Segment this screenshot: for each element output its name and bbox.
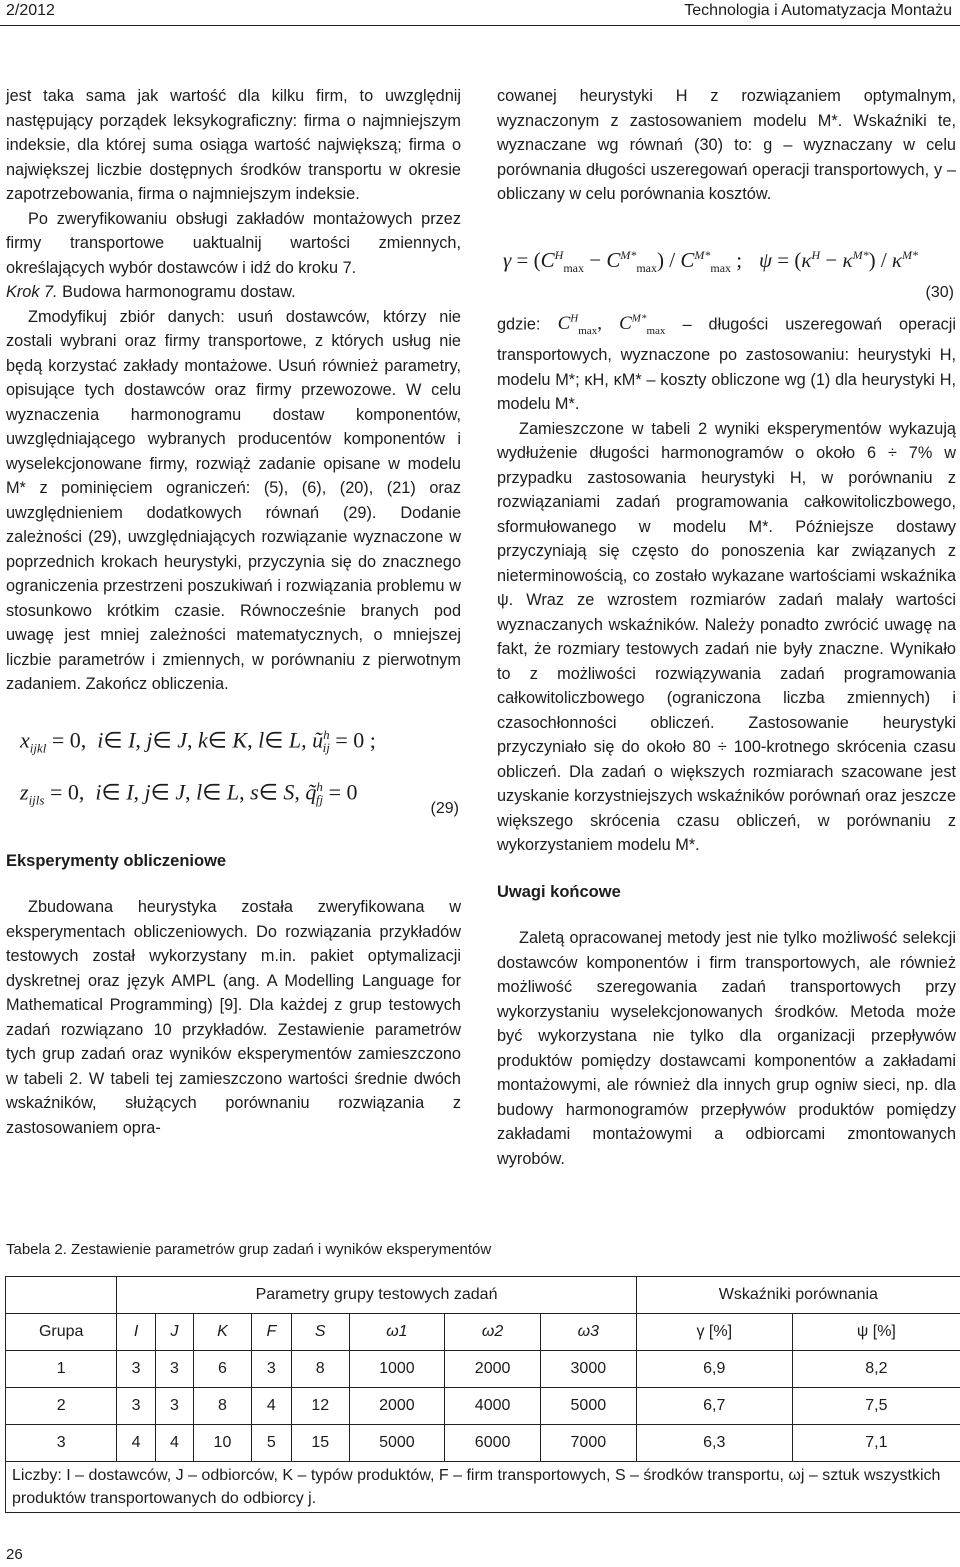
paragraph: Po zweryfikowaniu obsługi zakładów montażowych przez firmy transportowe uaktualnij wartości zmiennych, określających wybór dostawców i idź do kroku 7.	[6, 209, 461, 277]
table-cell: 4000	[445, 1388, 541, 1425]
table-cell: 3	[117, 1388, 155, 1425]
section-heading: Uwagi końcowe	[497, 882, 621, 901]
paragraph: Zaletą opracowanej metody jest nie tylko możliwość selekcji dostawców komponentów i firm transportowych, ale również możliwość szeregowania zadań transportowych przy wykorzystaniu wyselekcjonowanych środków. Metoda może być wykorzystana nie tylko dla organizacji przepływów produktów pomiędzy dostawcami komponentów a zakładami montażowymi, ale również dla innych grup ogniw sieci, np. dla budowy harmonogramów przepływów produktów pomiędzy zakładami montażowymi a odbiorcami zmontowanych wyrobów.	[497, 929, 956, 1168]
c-symbols: $C^H_{max}$, $C^{M*}_{max}$	[557, 312, 666, 337]
equation-line-2: $z_{ijls} = 0$, i∈ I, j∈ J, l∈ L, s∈ S, q̃$^h_{fj}$ = 0	[20, 778, 358, 808]
table-cell: 7000	[540, 1425, 636, 1462]
table-cell: 5000	[540, 1388, 636, 1425]
equation-number: (30)	[925, 283, 954, 301]
table-cell: 3	[155, 1388, 193, 1425]
col-header: ω3	[540, 1314, 636, 1351]
table-cell: 5000	[349, 1425, 445, 1462]
table-row	[6, 1388, 960, 1425]
gamma-formula: $\gamma = (C^H_{max} - C^{M*}_{max}) / C^{M*}_{max}$ ;	[503, 247, 743, 275]
table-cell: 5	[251, 1425, 291, 1462]
table-row	[6, 1351, 960, 1388]
paragraph: Zmodyfikuj zbiór danych: usuń dostawców, którzy nie zostali wybrani oraz firmy transportowe, z których usług nie będą korzystać zakłady montażowe. Usuń również parametry, opisujące tych dostawców oraz firmy przewozowe. W celu wyznaczenia harmonogramu dostaw komponentów, uwzględniającego wybranych producentów komponentów i wyselekcjonowane firmy, rozwiąż zadanie opisane w modelu M* z pominięciem ograniczeń: (5), (6), (20), (21) oraz uwzględnieniem dodatkowych równań (29). Dodanie zależności (29), uwzględniających rozwiązanie wyznaczone w poprzednich krokach heurystyki, przyczynia się do znacznego ograniczenia przestrzeni poszukiwań i rozwiązania problemu w stosunkowo krótkim czasie. Równocześnie branych pod uwagę jest mniej zależności matematycznych, o mniejszej liczbie parametrów i zmiennych, w porównaniu z pierwotnym zadaniem. Zakończ obliczenia.	[6, 307, 461, 693]
table-cell: 7,1	[792, 1425, 960, 1462]
page-header	[0, 0, 960, 26]
journal-title: Technologia i Automatyzacja Montażu	[684, 2, 952, 19]
table-cell: 7,5	[792, 1388, 960, 1425]
col-header: K	[194, 1314, 252, 1351]
section-heading: Eksperymenty obliczeniowe	[6, 851, 227, 870]
table-cell: 3	[251, 1351, 291, 1388]
table-cell	[6, 1277, 117, 1314]
table-cell: 4	[117, 1425, 155, 1462]
paragraph	[497, 307, 956, 417]
table-cell: 6,9	[636, 1351, 792, 1388]
results-group-header: Wskaźniki porównania	[636, 1277, 960, 1314]
left-column	[6, 84, 461, 1140]
issue-number: 2/2012	[6, 2, 55, 19]
step-heading	[6, 280, 461, 305]
where-text: – długości uszeregowań operacji transportowych, wyznaczone po zastosowaniu: heurystyki H, modelu M*; κH, κM* – koszty obliczone wg (1) dla heurystyki H, modelu M*.	[497, 314, 957, 414]
params-group-header: Parametry grupy testowych zadań	[117, 1277, 636, 1314]
where-label: gdzie:	[497, 314, 541, 333]
step-label: Krok 7.	[6, 283, 58, 301]
header-rule	[0, 25, 960, 26]
table-group-header-row	[6, 1277, 960, 1314]
table-cell: 8,2	[792, 1351, 960, 1388]
equation-number: (29)	[430, 799, 459, 817]
table-note: Liczby: I – dostawców, J – odbiorców, K – typów produktów, F – firm transportowych, S – środków transportu, ωj – sztuk wszystkich produktów transportowanych do odbiorcy j.	[6, 1462, 960, 1513]
results-table	[5, 1276, 960, 1513]
table-cell: 6	[194, 1351, 252, 1388]
table-cell: 1	[6, 1351, 117, 1388]
table-note-row	[6, 1462, 960, 1513]
step-title: Budowa harmonogramu dostaw.	[57, 283, 296, 301]
table-cell: 3	[6, 1425, 117, 1462]
page-number: 26	[6, 1546, 23, 1563]
paragraph: cowanej heurystyki H z rozwiązaniem optymalnym, wyznaczonym z zastosowaniem modelu M*. Wskaźniki te, wyznaczane wg równań (30) to: g – wyznaczany w celu porównania długości uszeregowań operacji transportowych, y – obliczany w celu porównania kosztów.	[497, 87, 956, 203]
equation-30	[497, 233, 956, 303]
table-cell: 4	[155, 1425, 193, 1462]
col-header: γ [%]	[636, 1314, 792, 1351]
psi-formula: $\psi = (\kappa^H - \kappa^{M*}) / \kappa^{M*}$	[759, 247, 919, 272]
table-cell: 6000	[445, 1425, 541, 1462]
equation-29	[6, 713, 461, 835]
col-header: S	[292, 1314, 350, 1351]
table-cell: 6,7	[636, 1388, 792, 1425]
table-cell: 8	[194, 1388, 252, 1425]
paragraph: jest taka sama jak wartość dla kilku firm, to uwzględnij następujący porządek leksykograficzny: firma o najmniejszym indeksie, dla której suma osiąga wartość największą; firma o największej liczbie dostępnych środków transportu w okresie zapotrzebowania, firma o najmniejszym indeksie.	[6, 87, 461, 203]
equation-line-1: $x_{ijkl} = 0$, i∈ I, j∈ J, k∈ K, l∈ L, $ũ^h_{ij} = 0$ ;	[20, 726, 376, 756]
table-cell: 3000	[540, 1351, 636, 1388]
table-cell: 3	[117, 1351, 155, 1388]
table-caption: Tabela 2. Zestawienie parametrów grup zadań i wyników eksperymentów	[6, 1241, 492, 1258]
right-column	[497, 84, 956, 1171]
col-header: ω2	[445, 1314, 541, 1351]
paragraph: Zamieszczone w tabeli 2 wyniki eksperymentów wykazują wydłużenie długości harmonogramów o około 6 ÷ 7% w przypadku zastosowania heurystyki H, w porównaniu z rozwiązaniami zadań programowania całkowitoliczbowego, sformułowanego w modelu M*. Późniejsze dostawy przyczyniają się często do ponoszenia kar związanych z nieterminowością, co zostało wykazane wartościami wskaźnika ψ. Wraz ze wzrostem rozmiarów zadań malały wartości wyznaczanych wskaźników. Należy ponadto zwrócić uwagę na fakt, że rozmiary testowych zadań nie były znaczne. Wynikało to z możliwości rozwiązywania zadań programowania całkowitoliczbowego (ograniczona liczba zmiennych) i czasochłonności obliczeń. Zastosowanie heurystyki przyczyniało się do około 80 ÷ 100-krotnego skrócenia czasu obliczeń. Dla zadań o większych rozmiarach szacowane jest uzyskanie korzystniejszych wskaźników porównań oraz jeszcze większego skrócenia czasu obliczeń, w porównaniu z wykorzystaniem modelu M*.	[497, 419, 956, 855]
table-cell: 8	[292, 1351, 350, 1388]
table-cell: 10	[194, 1425, 252, 1462]
col-header: I	[117, 1314, 155, 1351]
table-cell: 6,3	[636, 1425, 792, 1462]
table-cell: 2000	[349, 1388, 445, 1425]
table-cell: 1000	[349, 1351, 445, 1388]
table-cell: 3	[155, 1351, 193, 1388]
table-cell: 12	[292, 1388, 350, 1425]
paragraph: Zbudowana heurystyka została zweryfikowana w eksperymentach obliczeniowych. Do rozwiązania przykładów testowych został wykorzystany m.in. pakiet optymalizacji dyskretnej oraz język AMPL (ang. A Modelling Language for Mathematical Programming) [9]. Dla każdej z grup testowych zadań rozwiązano 10 przykładów. Zestawienie parametrów tych grup zadań oraz wyników eksperymentów zamieszczono w tabeli 2. W tabeli tej zamieszczono wartości średnie dwóch wskaźników, służących porównaniu rozwiązania z zastosowaniem opra-	[6, 898, 461, 1137]
table-cell: 2000	[445, 1351, 541, 1388]
table-cell: 4	[251, 1388, 291, 1425]
col-header: F	[251, 1314, 291, 1351]
table-cell: 15	[292, 1425, 350, 1462]
table-header-row	[6, 1314, 960, 1351]
table-cell: 2	[6, 1388, 117, 1425]
col-header: J	[155, 1314, 193, 1351]
col-header: ω1	[349, 1314, 445, 1351]
col-header: Grupa	[6, 1314, 117, 1351]
col-header: ψ [%]	[792, 1314, 960, 1351]
table-row	[6, 1425, 960, 1462]
